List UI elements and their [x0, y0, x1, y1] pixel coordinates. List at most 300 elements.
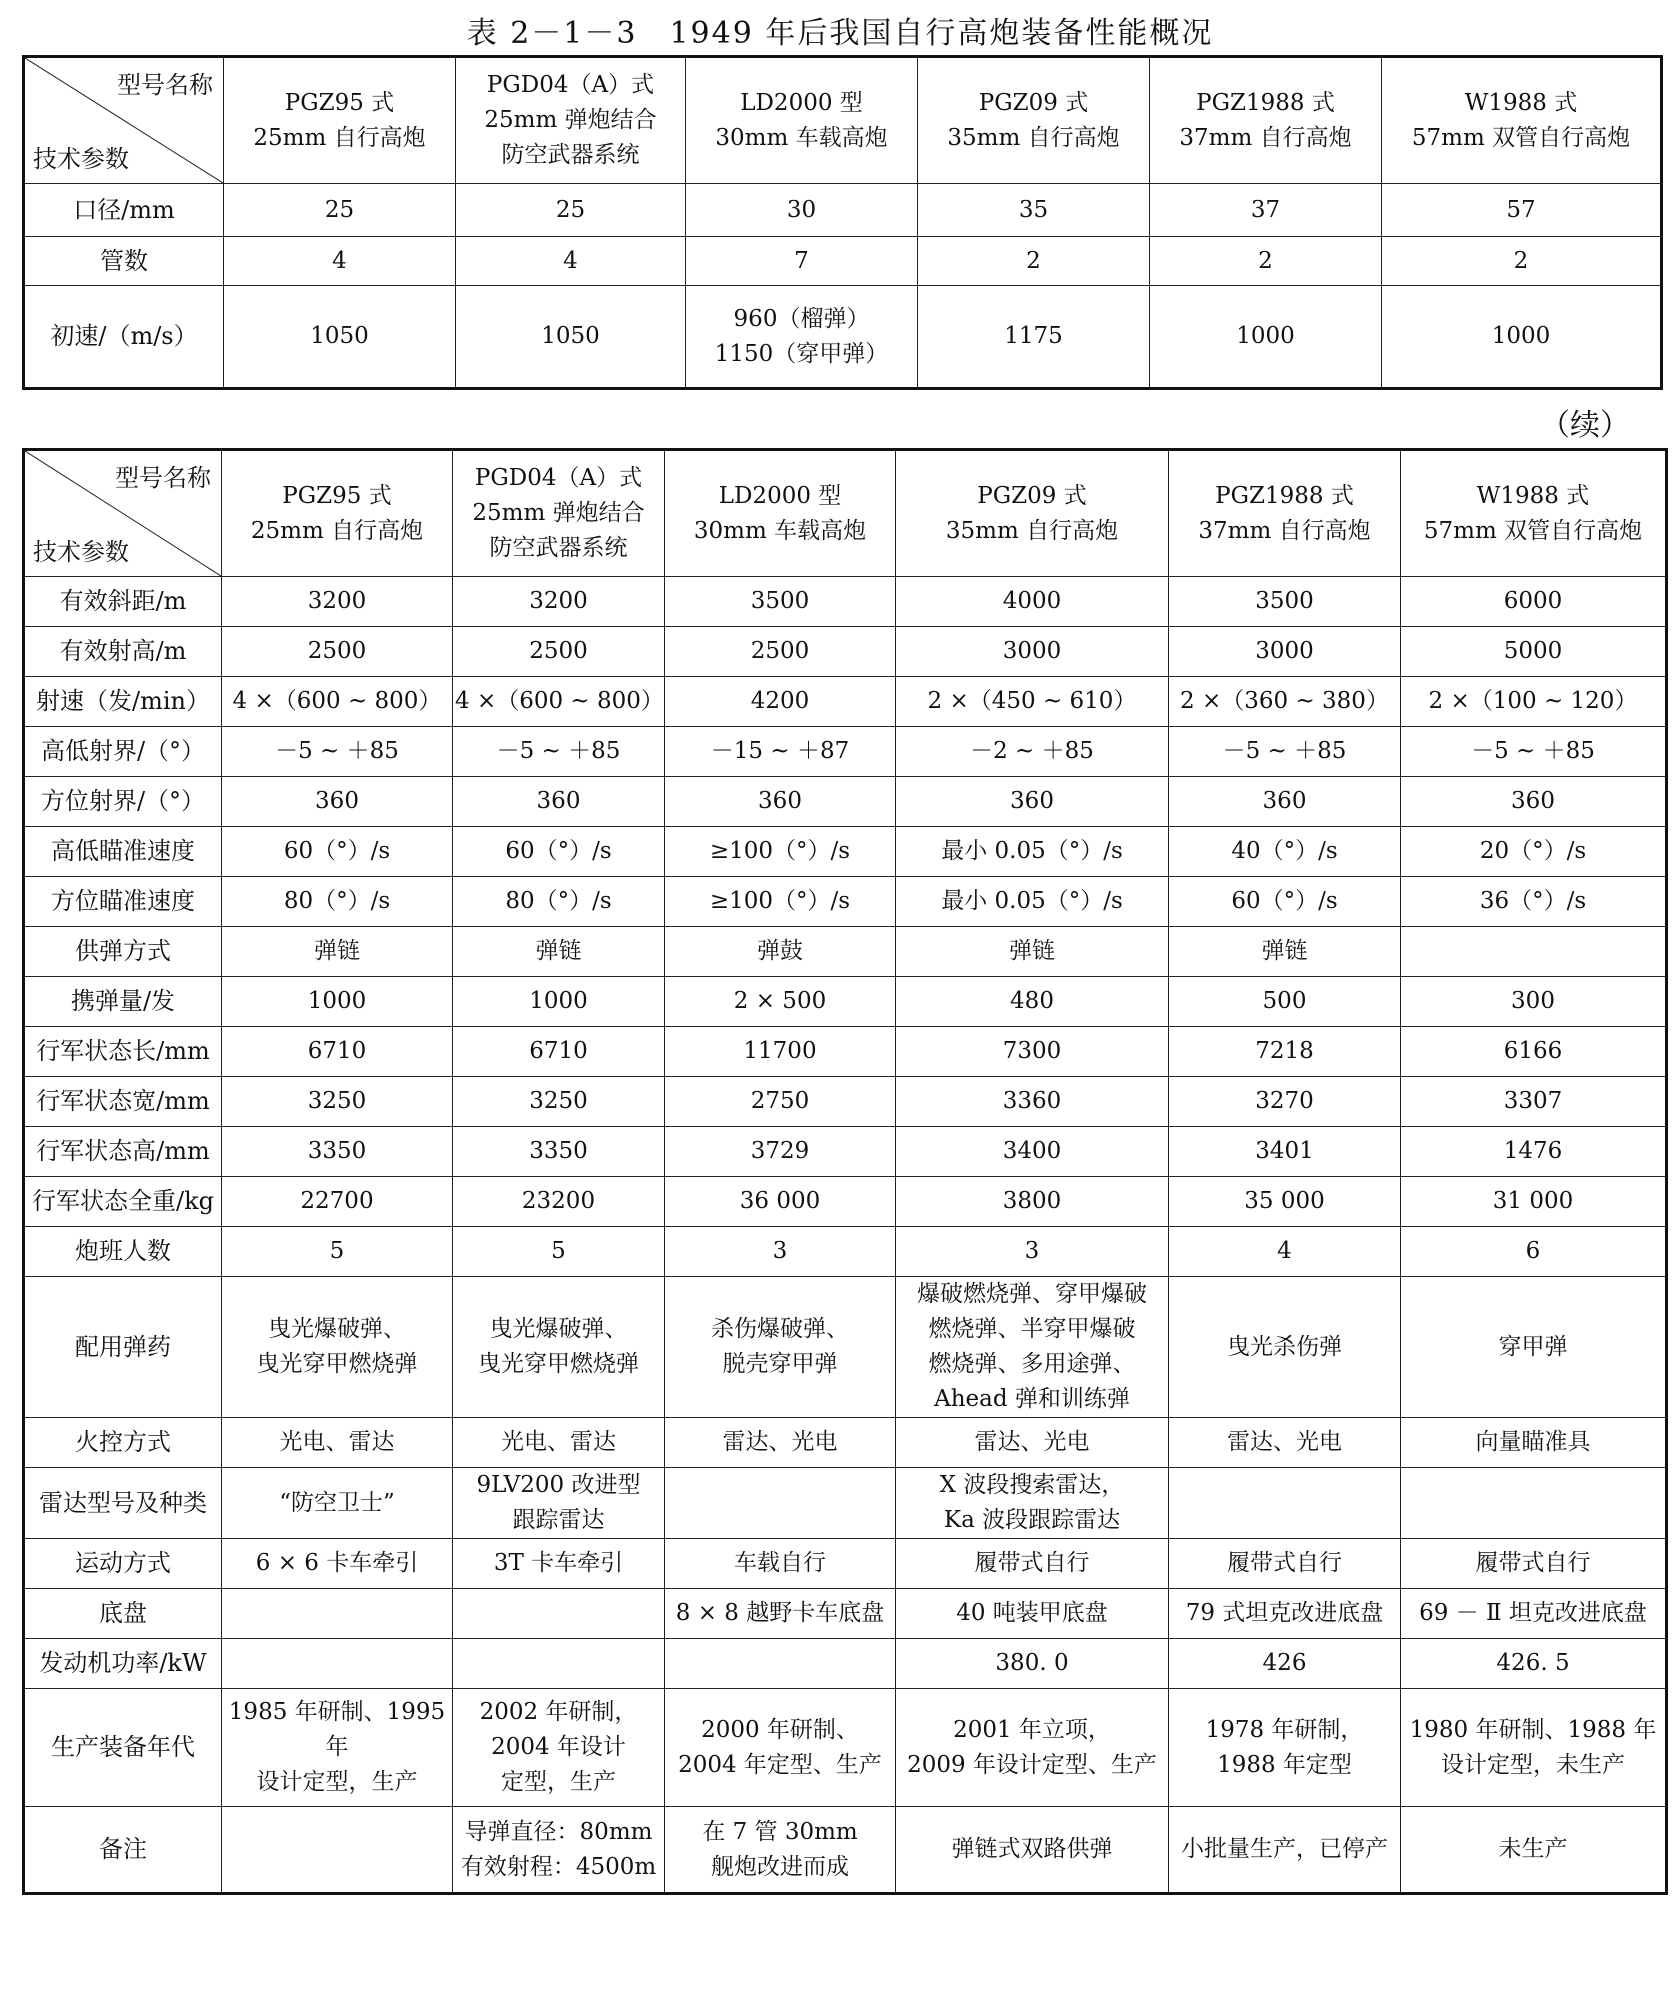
cell-value: 1000	[307, 988, 367, 1014]
value-cell	[1169, 1689, 1401, 1807]
value-cell	[453, 1177, 665, 1227]
cell-value: 2	[1513, 247, 1529, 274]
table-row	[24, 1418, 1667, 1468]
model-name-line: 25mm 自行高炮	[253, 124, 426, 151]
value-cell	[456, 286, 686, 389]
model-name-line: 37mm 自行高炮	[1198, 517, 1371, 544]
value-cell	[453, 927, 665, 977]
cell-value: 4	[332, 247, 347, 274]
value-cell	[224, 184, 456, 237]
row-label: 携弹量/发	[24, 977, 222, 1027]
value-cell	[896, 1127, 1169, 1177]
value-cell	[665, 1077, 896, 1127]
value-cell	[1169, 1077, 1401, 1127]
cell-value: 360	[1262, 788, 1307, 814]
value-cell	[1401, 1589, 1667, 1639]
model-name-line: 25mm 弹炮结合	[472, 500, 645, 526]
cell-value: 设计定型，未生产	[1441, 1751, 1625, 1778]
row-label: 方位射界/（°）	[24, 777, 222, 827]
cell-value: 2750	[750, 1088, 810, 1114]
value-cell	[222, 1177, 453, 1227]
value-cell	[1401, 927, 1667, 977]
cell-value: 79 式坦克改进底盘	[1185, 1600, 1384, 1626]
value-cell	[896, 1027, 1169, 1077]
row-label: 火控方式	[24, 1418, 222, 1468]
value-cell	[1169, 1539, 1401, 1589]
cell-value: 雷达、光电	[722, 1429, 838, 1455]
cell-value: 导弹直径：80mm	[464, 1818, 653, 1845]
value-cell	[1169, 877, 1401, 927]
value-cell	[222, 727, 453, 777]
value-cell	[1401, 1639, 1667, 1689]
value-cell	[665, 1589, 896, 1639]
value-cell	[1401, 677, 1667, 727]
cell-value: 40 吨装甲底盘	[956, 1600, 1108, 1626]
cell-value: 1978 年研制，	[1205, 1716, 1364, 1743]
value-cell	[1169, 927, 1401, 977]
value-cell	[222, 1468, 453, 1539]
cell-value: 1050	[310, 323, 369, 349]
table-row	[24, 1589, 1667, 1639]
row-label: 行军状态全重/kg	[24, 1177, 222, 1227]
value-cell	[665, 1639, 896, 1689]
cell-value: 480	[1010, 988, 1054, 1014]
cell-value: 2500	[750, 638, 810, 664]
cell-value: 1988 年定型	[1217, 1751, 1352, 1778]
cell-value: 31 000	[1492, 1188, 1574, 1214]
cell-value: 未生产	[1498, 1836, 1568, 1862]
cell-value: 4200	[750, 688, 810, 714]
value-cell	[222, 927, 453, 977]
cell-value: 20（°）/s	[1479, 838, 1587, 864]
model-header-cell	[224, 57, 456, 184]
value-cell	[222, 1027, 453, 1077]
value-cell	[222, 977, 453, 1027]
cell-value: 最小 0.05（°）/s	[941, 888, 1123, 914]
value-cell	[1169, 1589, 1401, 1639]
value-cell	[665, 1177, 896, 1227]
cell-value: 2000 年研制、	[701, 1716, 859, 1743]
cell-value: 9LV200 改进型	[476, 1472, 641, 1498]
cell-value: 80（°）/s	[505, 888, 612, 914]
value-cell	[1169, 1227, 1401, 1277]
value-cell	[1401, 627, 1667, 677]
value-cell	[222, 1227, 453, 1277]
corner-model-label: 型号名称	[117, 71, 213, 99]
value-cell	[222, 1639, 453, 1689]
value-cell	[1169, 977, 1401, 1027]
row-label: 炮班人数	[24, 1227, 222, 1277]
cell-value: 4	[563, 247, 578, 274]
value-cell	[896, 1589, 1169, 1639]
value-cell	[896, 1639, 1169, 1689]
cell-value: 57	[1506, 196, 1536, 223]
row-label: 雷达型号及种类	[24, 1468, 222, 1539]
value-cell	[1401, 1027, 1667, 1077]
cell-value: 23200	[521, 1188, 596, 1214]
cell-value: 曳光穿甲燃烧弹	[478, 1351, 639, 1377]
row-label: 备注	[24, 1807, 222, 1894]
cell-value: 426	[1262, 1650, 1307, 1676]
value-cell	[896, 877, 1169, 927]
value-cell	[1169, 577, 1401, 627]
cell-value: 3	[772, 1238, 788, 1264]
cell-value: 3000	[1255, 638, 1314, 664]
value-cell	[665, 1689, 896, 1807]
cell-value: 雷达、光电	[1227, 1429, 1342, 1455]
cell-value: 6000	[1503, 588, 1563, 614]
value-cell	[1169, 727, 1401, 777]
row-label: 行军状态宽/mm	[24, 1077, 222, 1127]
value-cell	[1401, 727, 1667, 777]
value-cell	[665, 1418, 896, 1468]
value-cell	[665, 1027, 896, 1077]
cell-value: 6 × 6 卡车牵引	[255, 1550, 419, 1576]
model-name-line: 35mm 自行高炮	[947, 124, 1120, 151]
table-row	[24, 1227, 1667, 1277]
value-cell	[222, 1539, 453, 1589]
table-row	[24, 577, 1667, 627]
value-cell	[896, 627, 1169, 677]
cell-value: 3200	[307, 588, 367, 614]
value-cell	[896, 677, 1169, 727]
cell-value: 最小 0.05（°）/s	[941, 838, 1123, 864]
row-label: 初速/（m/s）	[24, 286, 224, 389]
cell-value: 曳光穿甲燃烧弹	[256, 1351, 418, 1377]
value-cell	[896, 727, 1169, 777]
table-row	[24, 1177, 1667, 1227]
row-label: 行军状态高/mm	[24, 1127, 222, 1177]
cell-value: －5 ~ ＋85	[496, 738, 621, 764]
model-name-line: W1988 式	[1476, 482, 1590, 509]
value-cell	[453, 727, 665, 777]
cell-value: Ka 波段跟踪雷达	[943, 1507, 1121, 1533]
value-cell	[896, 1077, 1169, 1127]
cell-value: Ahead 弹和训练弹	[934, 1386, 1130, 1412]
row-label: 配用弹药	[24, 1277, 222, 1418]
value-cell	[1401, 977, 1667, 1027]
cell-value: 3	[1024, 1238, 1040, 1264]
value-cell	[896, 1277, 1169, 1418]
continued-label: （续）	[1540, 408, 1630, 443]
cell-value: 37	[1250, 196, 1281, 223]
model-header-cell	[686, 57, 918, 184]
value-cell	[1401, 777, 1667, 827]
cell-value: 杀伤爆破弹、	[711, 1316, 849, 1342]
model-header-cell	[222, 450, 453, 577]
model-header-cell	[453, 450, 665, 577]
value-cell	[1382, 286, 1662, 389]
cell-value: 960（榴弹）	[733, 305, 870, 332]
value-cell	[1150, 286, 1382, 389]
model-name-line: 37mm 自行高炮	[1179, 124, 1352, 151]
cell-value: 6710	[529, 1038, 588, 1064]
model-name-line: LD2000 型	[740, 89, 863, 116]
cell-value: 弹链	[314, 938, 360, 964]
value-cell	[453, 827, 665, 877]
cell-value: 3307	[1503, 1088, 1563, 1114]
cell-value: －5 ~ ＋85	[1471, 738, 1595, 764]
corner-param-label: 技术参数	[33, 145, 129, 173]
cell-value: 2500	[529, 638, 588, 664]
value-cell	[222, 677, 453, 727]
model-name-line: PGZ09 式	[978, 89, 1089, 116]
value-cell	[453, 1227, 665, 1277]
cell-value: 2001 年立项，	[953, 1716, 1111, 1743]
value-cell	[896, 1227, 1169, 1277]
cell-value: 4	[1277, 1238, 1292, 1264]
cell-value: 2002 年研制，	[479, 1699, 638, 1725]
value-cell	[453, 977, 665, 1027]
model-name-line: PGD04（A）式	[474, 465, 643, 491]
cell-value: 1000	[1236, 323, 1295, 349]
value-cell	[222, 577, 453, 627]
cell-value: 2500	[307, 638, 367, 664]
cell-value: 60（°）/s	[283, 838, 391, 864]
value-cell	[453, 577, 665, 627]
value-cell	[1401, 577, 1667, 627]
model-header-cell	[1401, 450, 1667, 577]
value-cell	[1401, 1689, 1667, 1807]
row-label: 生产装备年代	[24, 1689, 222, 1807]
model-header-cell	[456, 57, 686, 184]
cell-value: 弹链式双路供弹	[951, 1836, 1113, 1862]
cell-value: 定型，生产	[501, 1769, 616, 1795]
cell-value: 2	[1026, 247, 1041, 274]
value-cell	[453, 677, 665, 727]
value-cell	[456, 184, 686, 237]
cell-value: 2004 年定型、生产	[678, 1751, 882, 1778]
value-cell	[1169, 827, 1401, 877]
row-label: 发动机功率/kW	[24, 1639, 222, 1689]
value-cell	[456, 237, 686, 286]
value-cell	[1401, 877, 1667, 927]
value-cell	[453, 1539, 665, 1589]
value-cell	[222, 1277, 453, 1418]
model-name-line: LD2000 型	[718, 482, 842, 509]
value-cell	[665, 627, 896, 677]
cell-value: 25	[555, 196, 586, 223]
cell-value: 36 000	[739, 1188, 821, 1214]
value-cell	[1401, 1807, 1667, 1894]
value-cell	[222, 1418, 453, 1468]
value-cell	[665, 1539, 896, 1589]
cell-value: ≥100（°）/s	[709, 838, 851, 864]
value-cell	[896, 927, 1169, 977]
value-cell	[222, 1689, 453, 1807]
value-cell	[1169, 1277, 1401, 1418]
row-label: 射速（发/min）	[24, 677, 222, 727]
cell-value: 36（°）/s	[1479, 888, 1587, 914]
cell-value: 2 ×（100 ~ 120）	[1428, 688, 1638, 714]
cell-value: 1150（穿甲弹）	[714, 340, 889, 367]
cell-value: 80（°）/s	[283, 888, 391, 914]
value-cell	[1401, 1077, 1667, 1127]
value-cell	[896, 777, 1169, 827]
model-header-cell	[1169, 450, 1401, 577]
value-cell	[665, 1127, 896, 1177]
cell-value: 1980 年研制、1988 年	[1409, 1716, 1657, 1743]
cell-value: 光电、雷达	[501, 1429, 616, 1455]
value-cell	[222, 877, 453, 927]
table-row	[24, 286, 1662, 389]
value-cell	[1401, 1227, 1667, 1277]
table-row	[24, 1689, 1667, 1807]
value-cell	[1169, 1027, 1401, 1077]
cell-value: 1985 年研制、1995 年	[228, 1699, 446, 1760]
model-name-line: W1988 式	[1464, 89, 1578, 116]
cell-value: 40（°）/s	[1231, 838, 1338, 864]
cell-value: 3360	[1002, 1088, 1062, 1114]
table-row	[24, 727, 1667, 777]
value-cell	[665, 827, 896, 877]
value-cell	[686, 286, 918, 389]
cell-value: 6710	[307, 1038, 367, 1064]
cell-value: 4 ×（600 ~ 800）	[232, 688, 442, 714]
table-row	[24, 1639, 1667, 1689]
value-cell	[1169, 1127, 1401, 1177]
cell-value: 穿甲弹	[1498, 1333, 1568, 1360]
value-cell	[453, 627, 665, 677]
model-name-line: PGD04（A）式	[486, 72, 655, 98]
cell-value: 弹链	[1009, 938, 1055, 964]
model-header-cell	[918, 57, 1150, 184]
value-cell	[665, 777, 896, 827]
value-cell	[224, 237, 456, 286]
value-cell	[896, 827, 1169, 877]
model-name-line: PGZ1988 式	[1196, 89, 1335, 116]
value-cell	[1169, 777, 1401, 827]
cell-value: 曳光爆破弹、	[268, 1316, 406, 1342]
model-header-cell	[1150, 57, 1382, 184]
value-cell	[453, 1807, 665, 1894]
header-row	[24, 57, 1662, 184]
cell-value: 35	[1018, 196, 1049, 223]
value-cell	[665, 1277, 896, 1418]
value-cell	[453, 1418, 665, 1468]
cell-value: 35 000	[1244, 1188, 1325, 1214]
table-row	[24, 827, 1667, 877]
cell-value: 燃烧弹、多用途弹、	[928, 1351, 1136, 1377]
cell-value: 向量瞄准具	[1475, 1429, 1591, 1455]
value-cell	[1401, 1127, 1667, 1177]
value-cell	[665, 677, 896, 727]
value-cell	[665, 927, 896, 977]
value-cell	[918, 286, 1150, 389]
value-cell	[222, 777, 453, 827]
cell-value: 1476	[1503, 1138, 1563, 1164]
value-cell	[686, 184, 918, 237]
cell-value: ≥100（°）/s	[709, 888, 851, 914]
cell-value: 360	[1010, 788, 1054, 814]
value-cell	[896, 1177, 1169, 1227]
model-name-line: 25mm 弹炮结合	[484, 107, 657, 133]
cell-value: －5 ~ ＋85	[275, 738, 399, 764]
cell-value: 2 ×（450 ~ 610）	[927, 688, 1137, 714]
value-cell	[453, 1077, 665, 1127]
value-cell	[1169, 1418, 1401, 1468]
cell-value: 6	[1525, 1238, 1541, 1264]
table-row	[24, 927, 1667, 977]
cell-value: 5000	[1503, 638, 1563, 664]
header-row	[24, 450, 1667, 577]
row-label: 有效斜距/m	[24, 577, 222, 627]
cell-value: 22700	[300, 1188, 374, 1214]
value-cell	[1169, 627, 1401, 677]
cell-value: 2004 年设计	[491, 1734, 626, 1760]
value-cell	[918, 184, 1150, 237]
model-name-line: 25mm 自行高炮	[250, 517, 424, 544]
cell-value: 60（°）/s	[505, 838, 612, 864]
cell-value: “防空卫士”	[279, 1489, 395, 1516]
cell-value: 2	[1258, 247, 1273, 274]
table-row	[24, 977, 1667, 1027]
row-label: 管数	[24, 237, 224, 286]
cell-value: 有效射程：4500m	[460, 1853, 657, 1880]
value-cell	[1150, 184, 1382, 237]
cell-value: 小批量生产，已停产	[1181, 1836, 1388, 1862]
value-cell	[1150, 237, 1382, 286]
row-label: 高低射界/（°）	[24, 727, 222, 777]
cell-value: 弹链	[535, 938, 582, 964]
cell-value: 燃烧弹、半穿甲爆破	[928, 1316, 1136, 1342]
cell-value: 360	[758, 788, 802, 814]
value-cell	[1401, 1177, 1667, 1227]
value-cell	[665, 1227, 896, 1277]
value-cell	[1169, 1807, 1401, 1894]
cell-value: 69 － Ⅱ 坦克改进底盘	[1419, 1600, 1647, 1626]
model-header-cell	[665, 450, 896, 577]
performance-table-part1	[22, 55, 1663, 390]
corner-cell	[24, 450, 222, 577]
cell-value: 360	[1511, 788, 1555, 814]
value-cell	[896, 577, 1169, 627]
cell-value: 1175	[1004, 323, 1063, 349]
cell-value: 4 ×（600 ~ 800）	[455, 688, 664, 714]
value-cell	[1401, 1539, 1667, 1589]
value-cell	[222, 1127, 453, 1177]
cell-value: 弹链	[1261, 938, 1308, 964]
corner-param-label: 技术参数	[33, 538, 129, 566]
cell-value: 设计定型，生产	[256, 1769, 418, 1795]
cell-value: 履带式自行	[974, 1550, 1090, 1576]
cell-value: 2009 年设计定型、生产	[907, 1751, 1157, 1778]
cell-value: 60（°）/s	[1231, 888, 1338, 914]
value-cell	[222, 1807, 453, 1894]
row-label: 运动方式	[24, 1539, 222, 1589]
cell-value: 2 ×（360 ~ 380）	[1180, 688, 1389, 714]
cell-value: 3350	[307, 1138, 367, 1164]
model-name-line: 防空武器系统	[501, 142, 640, 168]
value-cell	[222, 627, 453, 677]
model-name-line: 57mm 双管自行高炮	[1423, 517, 1643, 544]
cell-value: 5	[551, 1238, 566, 1264]
value-cell	[665, 877, 896, 927]
cell-value: 3400	[1002, 1138, 1062, 1164]
table-row	[24, 184, 1662, 237]
value-cell	[1169, 1639, 1401, 1689]
cell-value: X 波段搜索雷达，	[939, 1472, 1125, 1498]
cell-value: 3729	[750, 1138, 810, 1164]
cell-value: 7218	[1255, 1038, 1314, 1064]
table-row	[24, 237, 1662, 286]
cell-value: 3200	[529, 588, 588, 614]
cell-value: 3000	[1002, 638, 1062, 664]
row-label: 供弹方式	[24, 927, 222, 977]
value-cell	[665, 577, 896, 627]
row-label: 方位瞄准速度	[24, 877, 222, 927]
cell-value: 300	[1511, 988, 1555, 1014]
